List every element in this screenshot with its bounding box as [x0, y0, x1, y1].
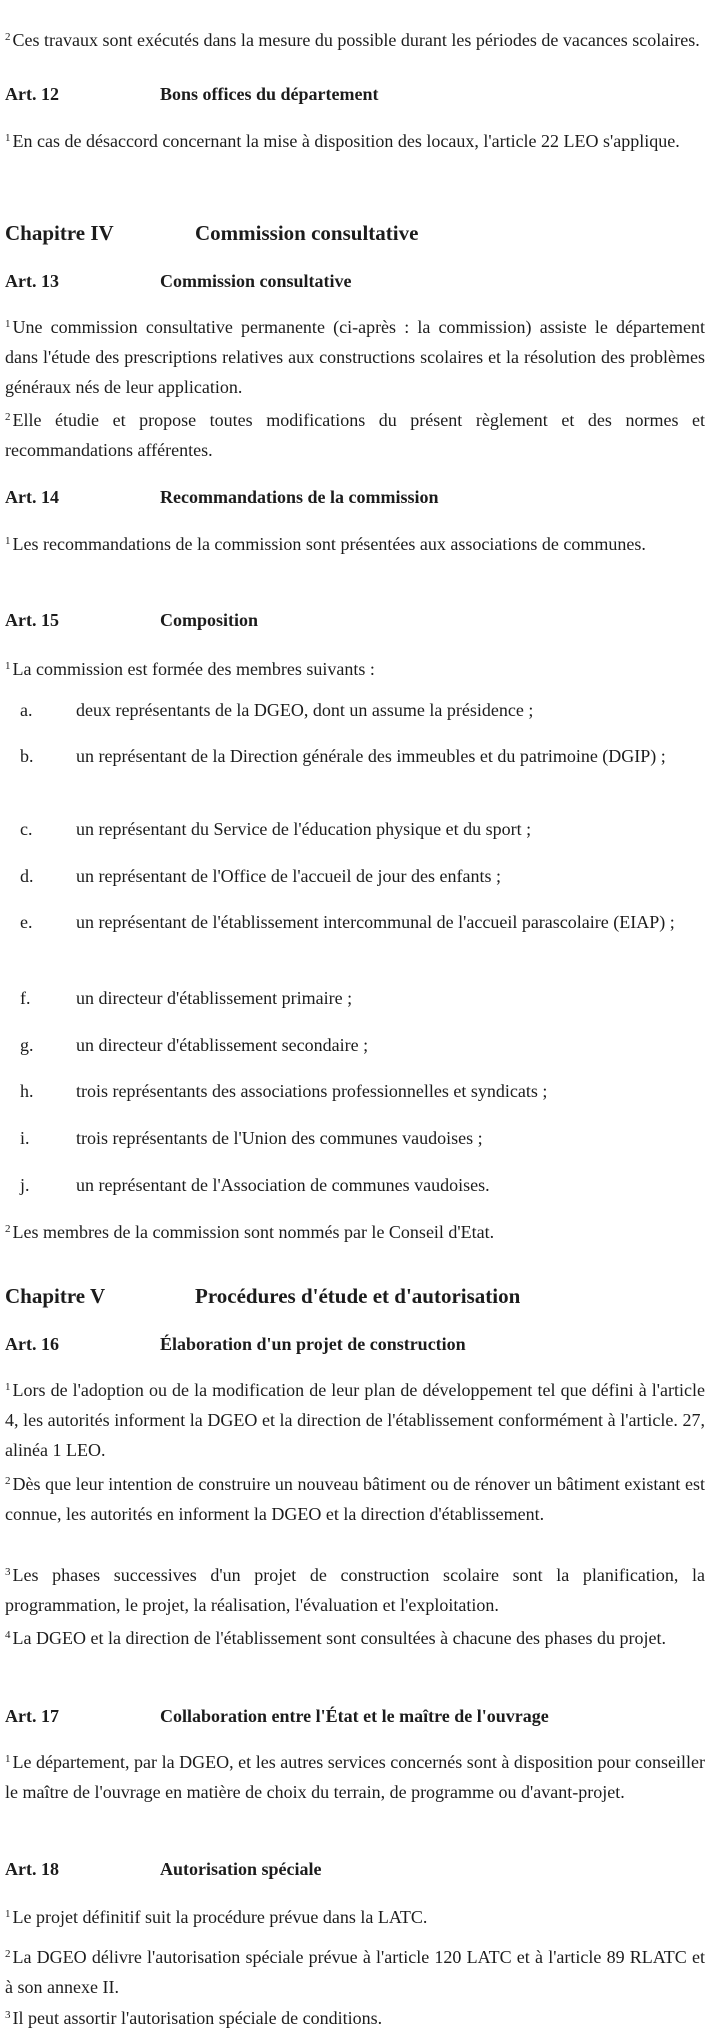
paragraph: $^2$ Les membres de la commission sont nommés par le Conseil d'Etat.: [5, 1222, 495, 1242]
list-item: deux représentants de la DGEO, dont un assume la présidence ;: [76, 700, 534, 720]
article-title: Bons offices du département: [160, 84, 379, 104]
list-item: un représentant de l'établissement intercommunal de l'accueil parascolaire (EIAP) ;: [76, 912, 675, 932]
article-title: Composition: [160, 610, 259, 630]
list-item-letter: g.: [20, 1035, 34, 1055]
list-item-letter: c.: [20, 819, 33, 839]
article-number: Art. 15: [5, 610, 59, 630]
paragraph: $^1$ Le projet définitif suit la procédure prévue dans la LATC.: [5, 1907, 428, 1927]
paragraph: $^1$ Une commission consultative permanente (ci-après : la commission) assiste le département dans l'étude des prescriptions relatives aux constructions scolaires et la résolution des problèmes généraux nés de leur application.: [5, 317, 705, 397]
list-item-letter: a.: [20, 700, 33, 720]
list-item: un représentant de la Direction générale des immeubles et du patrimoine (DGIP) ;: [76, 746, 666, 766]
list-item: un directeur d'établissement primaire ;: [76, 988, 353, 1008]
article-number: Art. 14: [5, 487, 59, 507]
chapter-number: Chapitre IV: [5, 221, 114, 245]
paragraph: $^2$ La DGEO délivre l'autorisation spéciale prévue à l'article 120 LATC et à l'article 89 RLATC et à son annexe II.: [5, 1947, 705, 1997]
list-item-letter: i.: [20, 1128, 30, 1148]
list-item-letter: d.: [20, 866, 34, 886]
article-title: Autorisation spéciale: [160, 1859, 322, 1879]
list-item-letter: h.: [20, 1081, 34, 1101]
paragraph: $^1$ Lors de l'adoption ou de la modification de leur plan de développement tel que défini à l'article 4, les autorités informent la DGEO et la direction de l'établissement conformément à l'article. 27, alinéa 1 LEO.: [5, 1380, 705, 1460]
paragraph: $^1$ Le département, par la DGEO, et les autres services concernés sont à disposition pour conseiller le maître de l'ouvrage en matière de choix du terrain, de programme ou d'avant-projet.: [5, 1752, 705, 1802]
paragraph: $^2$ Ces travaux sont exécutés dans la mesure du possible durant les périodes de vacances scolaires.: [5, 30, 700, 50]
article-number: Art. 16: [5, 1334, 59, 1354]
list-item: trois représentants des associations professionnelles et syndicats ;: [76, 1081, 548, 1101]
list-item-letter: b.: [20, 746, 34, 766]
chapter-title: Procédures d'étude et d'autorisation: [195, 1284, 521, 1308]
list-item-letter: j.: [20, 1175, 30, 1195]
list-item-letter: e.: [20, 912, 33, 932]
paragraph: $^2$ Elle étudie et propose toutes modifications du présent règlement et des normes et recommandations afférentes.: [5, 410, 705, 460]
paragraph: $^2$ Dès que leur intention de construire un nouveau bâtiment ou de rénover un bâtiment existant est connue, les autorités en informent la DGEO et la direction d'établissement.: [5, 1474, 705, 1524]
paragraph: $^3$ Les phases successives d'un projet de construction scolaire sont la planification, la programmation, le projet, la réalisation, l'évaluation et l'exploitation.: [5, 1565, 705, 1615]
article-number: Art. 17: [5, 1706, 59, 1726]
paragraph: $^1$ Les recommandations de la commission sont présentées aux associations de communes.: [5, 534, 646, 554]
list-item: un directeur d'établissement secondaire ;: [76, 1035, 369, 1055]
chapter-number: Chapitre V: [5, 1284, 106, 1308]
article-title: Commission consultative: [160, 271, 352, 291]
list-item: un représentant de l'Association de communes vaudoises.: [76, 1175, 490, 1195]
paragraph: $^1$ En cas de désaccord concernant la mise à disposition des locaux, l'article 22 LEO s'applique.: [5, 131, 680, 151]
article-title: Élaboration d'un projet de construction: [160, 1334, 466, 1354]
paragraph: $^3$ Il peut assortir l'autorisation spéciale de conditions.: [5, 2008, 383, 2028]
list-item: trois représentants de l'Union des communes vaudoises ;: [76, 1128, 483, 1148]
article-title: Collaboration entre l'État et le maître de l'ouvrage: [160, 1706, 549, 1726]
paragraph: $^1$ La commission est formée des membres suivants :: [5, 659, 375, 679]
list-item-letter: f.: [20, 988, 31, 1008]
article-number: Art. 13: [5, 271, 59, 291]
paragraph: $^4$ La DGEO et la direction de l'établissement sont consultées à chacune des phases du projet.: [5, 1628, 667, 1648]
article-number: Art. 18: [5, 1859, 59, 1879]
chapter-title: Commission consultative: [195, 221, 419, 245]
list-item: un représentant de l'Office de l'accueil de jour des enfants ;: [76, 866, 501, 886]
list-item: un représentant du Service de l'éducation physique et du sport ;: [76, 819, 532, 839]
article-number: Art. 12: [5, 84, 59, 104]
article-title: Recommandations de la commission: [160, 487, 439, 507]
